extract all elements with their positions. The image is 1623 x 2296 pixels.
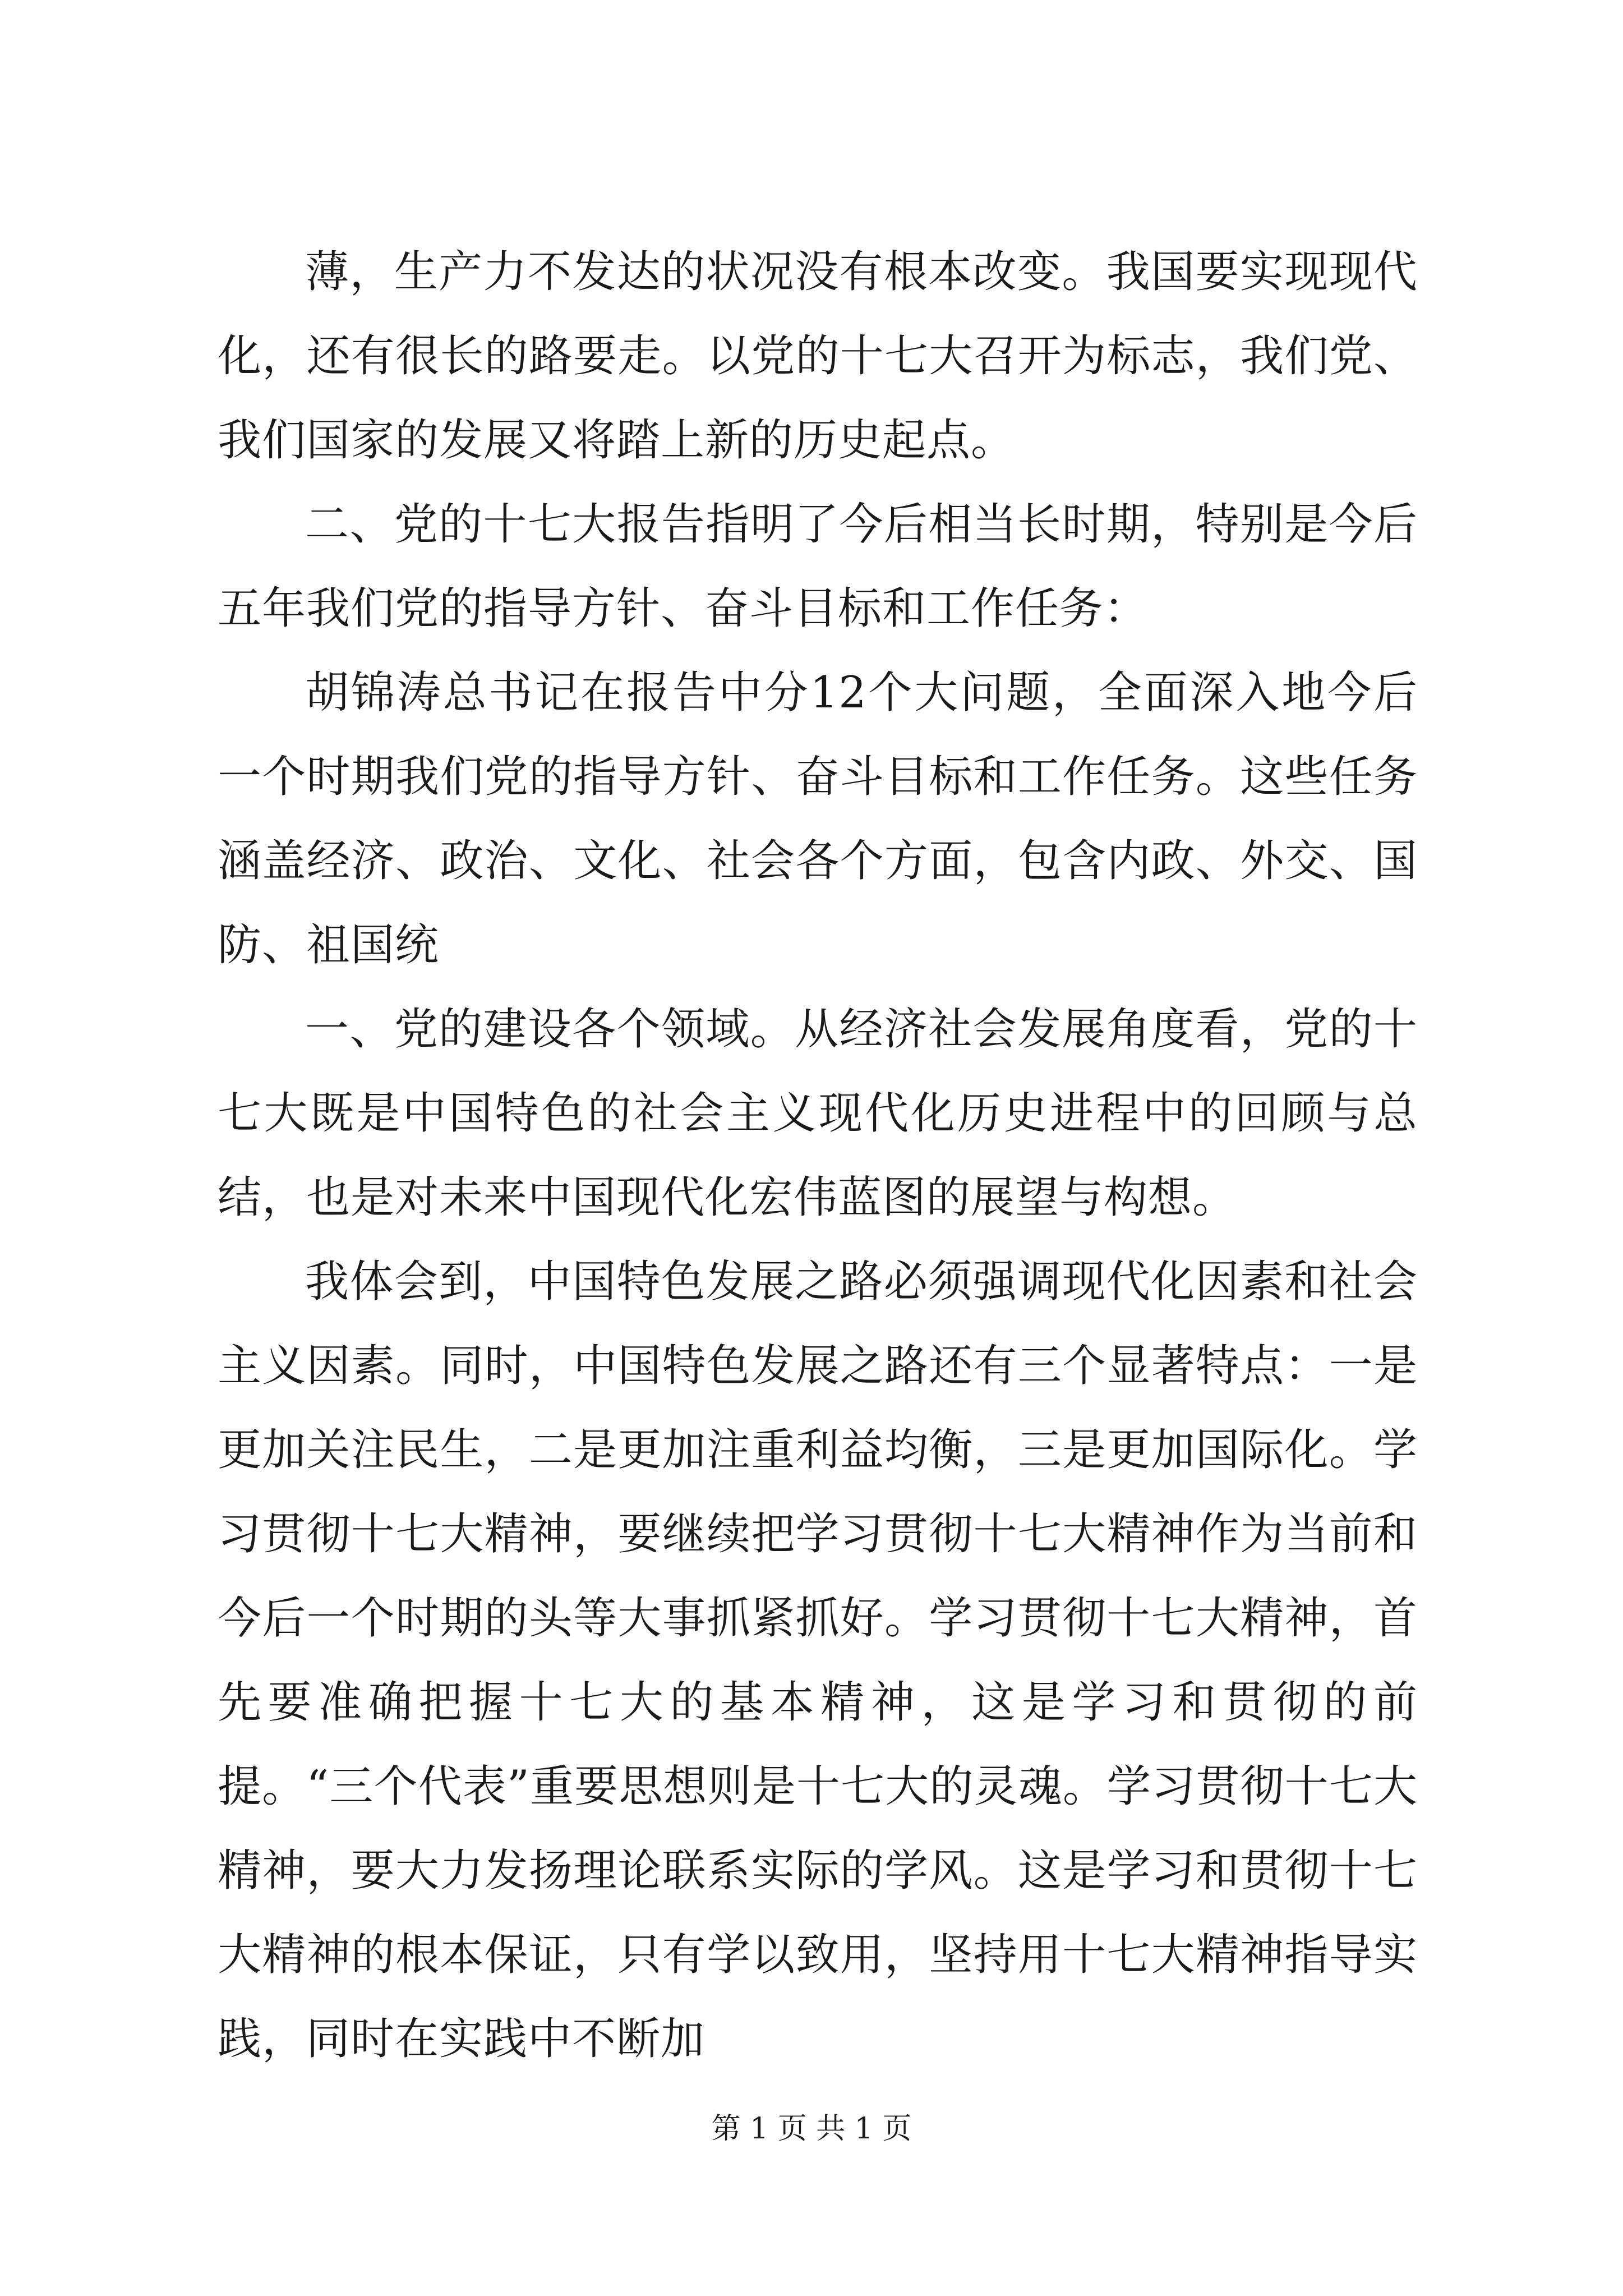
paragraph-1: 薄，生产力不发达的状况没有根本改变。我国要实现现代化，还有很长的路要走。以党的十七大召开为标志，我们党、我们国家的发展又将踏上新的历史起点。	[218, 247, 1418, 466]
page-footer: 第 1 页 共 1 页	[711, 2112, 912, 2146]
paragraph-2: 二、党的十七大报告指明了今后相当长时期，特别是今后五年我们党的指导方针、奋斗目标和工作任务：	[218, 499, 1418, 634]
paragraph-4: 一、党的建设各个领域。从经济社会发展角度看，党的十七大既是中国特色的社会主义现代化历史进程中的回顾与总结，也是对未来中国现代化宏伟蓝图的展望与构想。	[218, 1004, 1418, 1223]
paragraph-3: 胡锦涛总书记在报告中分12个大问题，全面深入地今后一个时期我们党的指导方针、奋斗目标和工作任务。这些任务涵盖经济、政治、文化、社会各个方面，包含内政、外交、国防、祖国统	[218, 668, 1418, 970]
document-body	[218, 230, 1418, 2081]
paragraph-5: 我体会到，中国特色发展之路必须强调现代化因素和社会主义因素。同时，中国特色发展之路还有三个显著特点：一是更加关注民生，二是更加注重利益均衡，三是更加国际化。学习贯彻十七大精神，要继续把学习贯彻十七大精神作为当前和今后一个时期的头等大事抓紧抓好。学习贯彻十七大精神，首先要准确把握十七大的基本精神，这是学习和贯彻的前提。“三个代表”重要思想则是十七大的灵魂。学习贯彻十七大精神，要大力发扬理论联系实际的学风。这是学习和贯彻十七大精神的根本保证，只有学以致用，坚持用十七大精神指导实践，同时在实践中不断加	[218, 1257, 1418, 2064]
